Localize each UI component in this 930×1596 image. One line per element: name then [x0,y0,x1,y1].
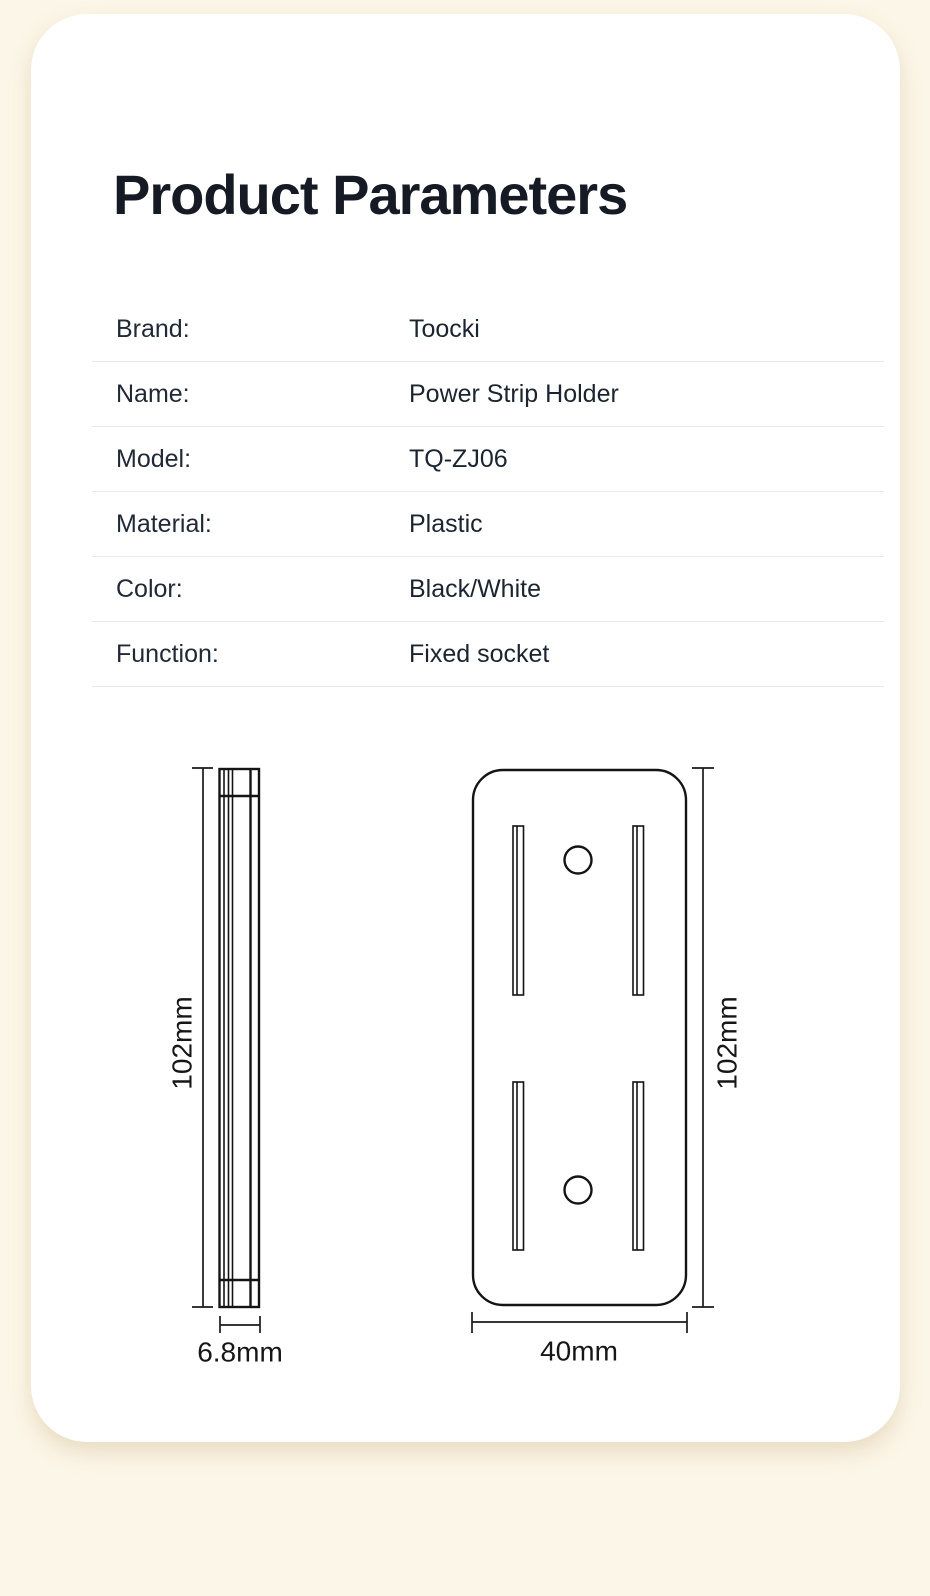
product-parameters-card [31,14,900,1442]
spec-row-name [92,362,884,427]
spec-row-color [92,557,884,622]
spec-label: Function: [116,639,219,668]
spec-value: Toocki [409,314,480,343]
spec-label: Name: [116,379,190,408]
front-width-label: 40mm [540,1335,618,1367]
spec-value: Black/White [409,574,541,603]
spec-table [92,297,884,687]
front-height-label: 102mm [711,996,743,1090]
spec-row-material [92,492,884,557]
spec-value: Fixed socket [409,639,550,668]
spec-row-function [92,622,884,687]
page-title: Product Parameters [113,163,628,226]
side-height-label: 102mm [166,996,198,1090]
spec-value: Power Strip Holder [409,379,619,408]
spec-label: Color: [116,574,183,603]
spec-value: TQ-ZJ06 [409,444,508,473]
side-thickness-label: 6.8mm [197,1336,283,1368]
spec-label: Brand: [116,314,190,343]
spec-label: Material: [116,509,212,538]
spec-value: Plastic [409,509,483,538]
spec-row-model [92,427,884,492]
spec-row-brand [92,297,884,362]
spec-label: Model: [116,444,192,473]
